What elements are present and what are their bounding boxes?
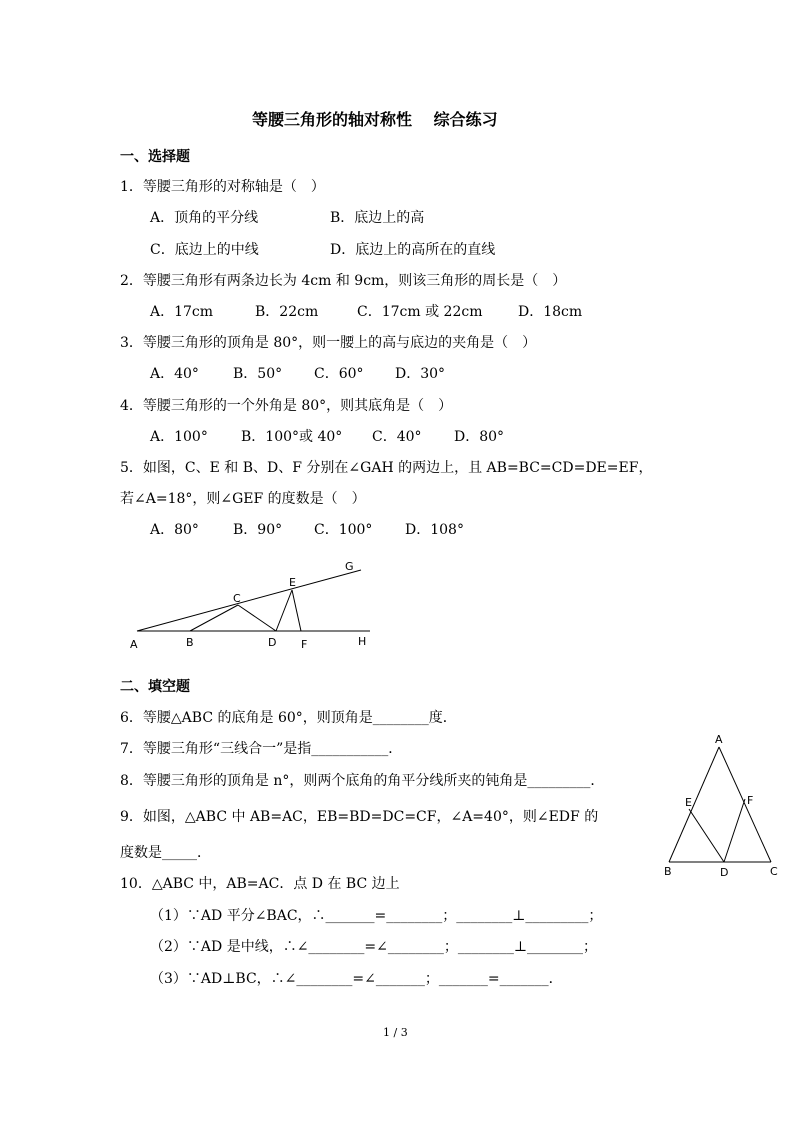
fig1-label-a: A [130,638,138,651]
question-1-option-b: B．底边上的高 [330,210,425,226]
question-10-part-2: （2）∵AD 是中线，∴∠________=∠________；________⊥________； [150,939,598,955]
question-1: 1．等腰三角形的对称轴是（ ） [120,179,325,195]
side-ab [669,747,719,862]
fig1-label-e: E [289,576,296,589]
section-heading-choice: 一、选择题 [120,149,190,165]
segment-df [724,799,745,862]
ray-ag [137,570,361,631]
question-8: 8．等腰三角形的顶角是 n°，则两个底角的角平分线所夹的钝角是_________． [120,773,605,789]
question-9-figure [658,730,783,880]
question-3-option-b: B．50° [233,366,283,382]
fig2-label-c: C [770,865,778,878]
question-3-option-a: A．40° [150,366,199,382]
question-4: 4．等腰三角形的一个外角是 80°，则其底角是（ ） [120,398,453,414]
question-5-line-2: 若∠A=18°，则∠GEF 的度数是（ ） [120,491,366,507]
question-10-part-1: （1）∵AD 平分∠BAC，∴_______=________；________⊥_________； [150,908,603,924]
fig2-label-a: A [715,733,723,746]
section-heading-fill: 二、填空题 [120,679,190,695]
segment-ef [292,590,301,631]
segment-de [276,590,292,631]
question-9-line-2: 度数是_____． [120,845,211,861]
page-title: 等腰三角形的轴对称性 综合练习 [252,110,498,129]
question-1-option-a: A．顶角的平分线 [150,210,259,226]
question-1-option-d: D．底边上的高所在的直线 [330,242,496,258]
fig2-label-d: D [720,866,729,879]
question-5-option-d: D．108° [405,522,464,538]
question-5-option-c: C．100° [314,522,373,538]
question-5-line-1: 5．如图，C、E 和 B、D、F 分别在∠GAH 的两边上，且 AB=BC=CD=DE=EF， [120,460,653,476]
fig1-label-b: B [186,636,194,649]
fig1-label-f: F [301,638,308,651]
question-4-option-d: D．80° [454,429,505,445]
fig1-label-g: G [345,560,354,573]
fig1-label-h: H [358,635,367,648]
question-2-option-c: C．17cm 或 22cm [357,304,483,320]
segment-ed [689,809,724,862]
question-5-option-a: A．80° [150,522,199,538]
question-4-option-c: C．40° [372,429,422,445]
question-6: 6．等腰△ABC 的底角是 60°，则顶角是________度． [120,710,457,726]
fig1-label-d: D [268,636,277,649]
question-3-option-d: D．30° [395,366,446,382]
page-number: 1 / 3 [383,1026,408,1039]
question-3: 3．等腰三角形的顶角是 80°，则一腰上的高与底边的夹角是（ ） [120,335,537,351]
question-5-figure [120,555,390,655]
segment-cd [238,605,276,631]
question-2-option-d: D．18cm [518,304,583,320]
question-3-option-c: C．60° [314,366,364,382]
question-2-option-a: A．17cm [150,304,214,320]
question-2-option-b: B．22cm [255,304,319,320]
question-1-option-c: C．底边上的中线 [150,242,259,258]
fig1-label-c: C [233,592,241,605]
fig2-label-b: B [664,865,672,878]
question-10-part-3: （3）∵AD⊥BC，∴∠________=∠_______；_______=_______． [150,971,563,987]
fig2-label-f: F [747,794,754,807]
side-ac [719,747,771,862]
question-9-line-1: 9．如图，△ABC 中 AB=AC，EB=BD=DC=CF，∠A=40°，则∠EDF 的 [120,809,599,825]
segment-bc [190,605,238,631]
fig2-label-e: E [685,796,692,809]
question-2: 2．等腰三角形有两条边长为 4cm 和 9cm，则该三角形的周长是（ ） [120,273,567,289]
question-5-option-b: B．90° [233,522,283,538]
question-4-option-b: B．100°或 40° [241,429,343,445]
question-4-option-a: A．100° [150,429,208,445]
question-10: 10．△ABC 中，AB=AC．点 D 在 BC 边上 [120,876,400,892]
question-7: 7．等腰三角形“三线合一”是指___________． [120,741,403,757]
